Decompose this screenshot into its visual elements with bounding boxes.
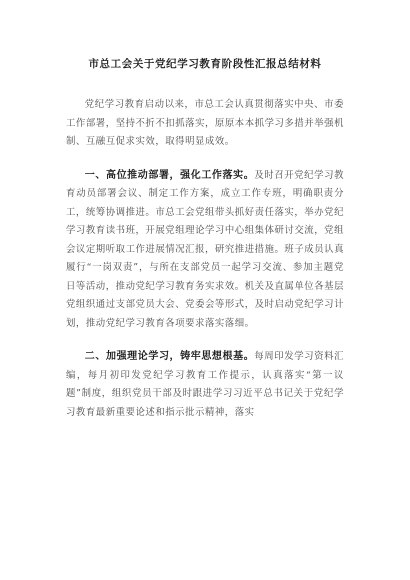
section-heading-2: 二、加强理论学习，铸牢思想根基。 <box>84 351 255 362</box>
section-paragraph-1 <box>66 167 344 334</box>
section-body-1: 及时召开党纪学习教育动员部署会议、制定工作方案，成立工作专班，明确职责分工，统筹协调推进。市总工会党组带头抓好责任落实，举办党纪学习教育读书班，开展党组理论学习中心组集体研讨交流，党组会议定期听取工作进展情况汇报，研究推进措施。班子成员认真履行“一岗双责”，与所在支部党员一起学习交流、参加主题党日等活动，推动党纪学习教育务实求效。机关及直属单位各基层党组织通过支部党员大会、党委会等形式，及时启动党纪学习计划，推动党纪学习教育各项要求落实落细。 <box>66 169 344 329</box>
section-body-2: 每周印发学习资料汇编，每月初印发党纪学习教育工作提示，认真落实“第一议题”制度，组织党员干部及时跟进学习习近平总书记关于党纪学习教育最新重要论述和指示批示精神，落实 <box>66 351 344 418</box>
document-title: 市总工会关于党纪学习教育阶段性汇报总结材料 <box>88 58 322 70</box>
section-paragraph-2 <box>66 348 344 422</box>
section-heading-1: 一、高位推动部署，强化工作落实。 <box>84 169 255 181</box>
intro-paragraph: 党纪学习教育启动以来，市总工会认真贯彻落实中央、市委工作部署，坚持不折不扣抓落实，原原本本抓学习多措并举强机制、互融互促求实效，取得明显成效。 <box>66 99 344 147</box>
